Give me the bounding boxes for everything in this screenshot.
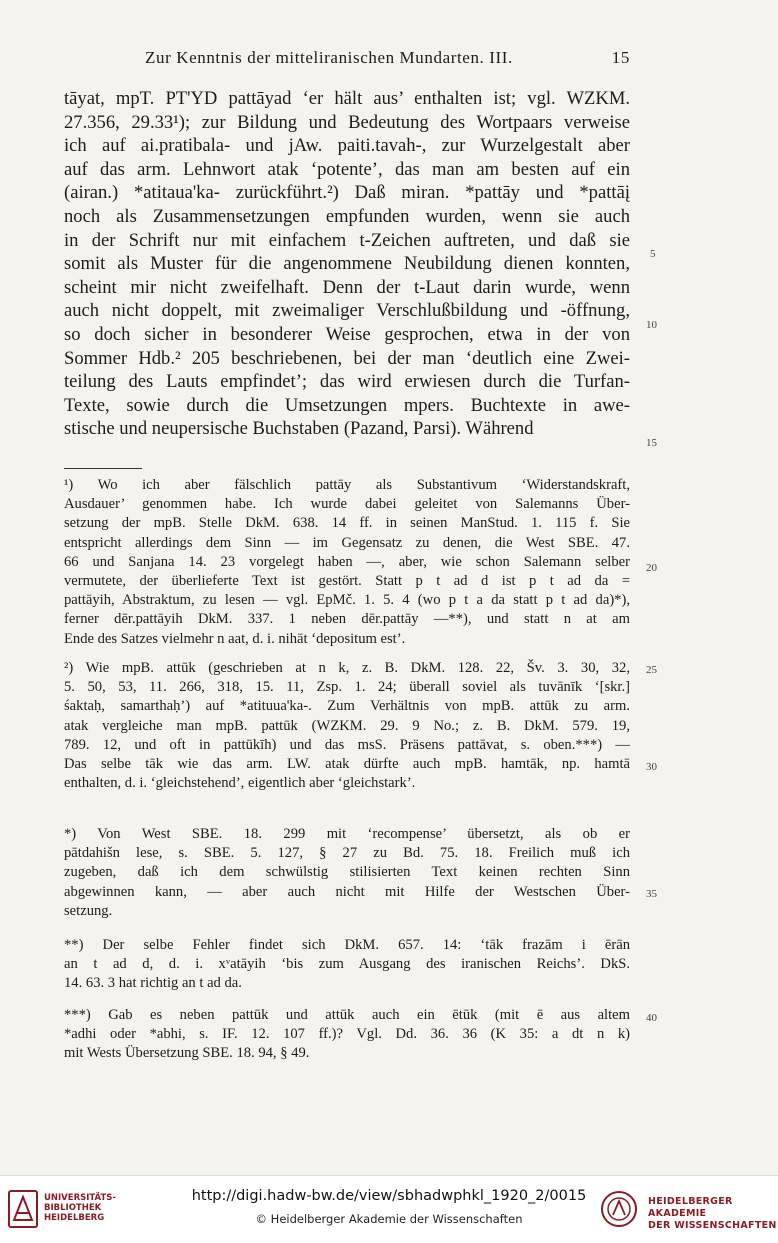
line-number: 20 — [646, 562, 657, 574]
line-number: 15 — [646, 437, 657, 449]
note-star-3 — [64, 1006, 630, 1064]
line-number: 10 — [646, 319, 657, 331]
footnote-line: **) Der selbe Fehler findet sich DkM. 657. 14: ʻtāk frazām i ērān — [64, 937, 630, 953]
page-number: 15 — [611, 48, 630, 67]
footnote-line: pātdahišn lese, s. SBE. 5. 127, § 27 zu Bd. 75. 18. Freilich muß ich — [64, 845, 630, 862]
footnote-2 — [64, 659, 630, 793]
line-number: 35 — [646, 888, 657, 900]
text-line: scheint mir nicht zweifelhaft. Denn der t-Laut darin wurde, wenn — [64, 276, 630, 298]
text-line: (airan.) *atitaua'ka- zurückführt.²) Daß miran. *pattāy und *pattāį — [64, 182, 630, 204]
viewer-footer — [0, 1175, 778, 1243]
footnote-line: *adhi oder *abhi, s. IF. 12. 107 ff.)? Vgl. Dd. 36. 36 (K 35: a dt n k) — [64, 1026, 630, 1043]
footnote-line: 5. 50, 53, 11. 266, 318, 15. 11, Zsp. 1. 24; überall soviel als tuvānīk ʻ[skr.] — [64, 679, 630, 696]
footnote-line: Ende des Satzes vielmehr n aat, d. i. nihāt ʻdepositum est’. — [64, 630, 406, 647]
footnote-rule — [64, 468, 142, 469]
permalink-url[interactable]: http://digi.hadw-bw.de/view/sbhadwphkl_1920_2/0015 — [191, 1188, 587, 1204]
text-line: in der Schrift nur mit einfachem t-Zeichen auftreten, und daß sie — [64, 229, 630, 251]
footnote-line: ferner dēr.pattāyih DkM. 337. 1 neben dēr.pattāy —**), und statt n at am — [64, 611, 630, 628]
footnote-line: entspricht allerdings dem Sinn — im Gegensatz zu denen, die West SBE. 47. — [64, 534, 630, 551]
text-line: teilung des Lauts empfindet’; das wird erwiesen durch die Turfan- — [64, 371, 630, 393]
footnote-line: mit Wests Übersetzung SBE. 18. 94, § 49. — [64, 1045, 310, 1062]
line-number: 30 — [646, 761, 657, 773]
footnote-line: ***) Gab es neben pattūk und attūk auch ein ētūk (mit ē aus altem — [64, 1007, 630, 1023]
text-line: auch nicht doppelt, mit zweimaliger Verschlußbildung und -öffnung, — [64, 300, 630, 322]
copyright-notice: © Heidelberger Akademie der Wissenschaften — [255, 1212, 523, 1226]
footnote-line: Ausdauer’ genommen habe. Ich wurde dabei geleitet von Salemanns Über- — [64, 496, 630, 513]
line-number: 25 — [646, 664, 657, 676]
footnote-1 — [64, 476, 630, 649]
footnote-line: setzung. — [64, 902, 113, 919]
text-line: noch als Zusammensetzungen empfunden wurden, wenn sie auch — [64, 205, 630, 227]
academy-seal-icon — [600, 1190, 638, 1228]
footnote-line: enthalten, d. i. ʻgleichstehend’, eigentlich aber ʻgleichstark’. — [64, 775, 416, 792]
footnote-line: vermutete, der überlieferte Text ist gestört. Statt p t ad d ist p t ad da = — [64, 572, 630, 589]
academy-logo-text: HEIDELBERGER AKADEMIE DER WISSENSCHAFTEN — [648, 1196, 777, 1231]
footnote-line: setzung der mpB. Stelle DkM. 638. 14 ff. in seinen ManStud. 1. 115 f. Sie — [64, 515, 630, 532]
footnote-line: zugeben, daß ich dem schwülstig stilisierten Text keinen rechten Sinn — [64, 864, 630, 881]
footnote-line: 66 und Sanjana 14. 23 vorgelegt haben —, aber, wie schon Salemann selber — [64, 553, 630, 570]
note-star-1 — [64, 825, 630, 921]
footnote-line: 14. 63. 3 hat richtig an t ad da. — [64, 975, 242, 992]
text-line: Texte, sowie durch die Umsetzungen mpers. Buchtexte in awe- — [64, 394, 630, 416]
footnote-line: śaktaḥ, samarthaḥ’) auf *atituua'ka-. Zum Verhältnis von mpB. attūk zu arm. — [64, 698, 630, 715]
header-title: Zur Kenntnis der mitteliranischen Mundarten. III. — [145, 48, 513, 67]
line-number: 40 — [646, 1012, 657, 1024]
footnote-line: pattāyih, Abstraktum, zu lesen — vgl. EpMč. 1. 5. 4 (wo p t a da statt p t ad da)*), — [64, 592, 630, 609]
footnote-line: ¹) Wo ich aber fälschlich pattāy als Substantivum ʻWiderstandskraft, — [64, 477, 630, 493]
text-line: Sommer Hdb.² 205 beschriebenen, bei der man ʻdeutlich eine Zwei- — [64, 347, 630, 369]
footnote-line: an t ad d, d. i. xᵛatāyih ʻbis zum Ausgang des iranischen Reichs’. DkS. — [64, 956, 630, 973]
main-text — [64, 87, 630, 441]
note-star-2 — [64, 936, 630, 994]
text-line: so doch sicher in besonderer Weise gesprochen, etwa in der von — [64, 323, 630, 345]
footnote-line: abgewinnen kann, — aber auch nicht mit Hilfe der Westschen Über- — [64, 883, 630, 900]
running-header — [145, 48, 630, 68]
footnote-line: ²) Wie mpB. attūk (geschrieben at n k, z. B. DkM. 128. 22, Šv. 3. 30, 32, — [64, 660, 630, 676]
university-library-logo-text: UNIVERSITÄTS- BIBLIOTHEK HEIDELBERG — [44, 1193, 116, 1223]
footnote-line: atak vergleiche man mpB. pattūk (WZKM. 29. 9 No.; z. B. DkM. 579. 19, — [64, 717, 630, 734]
text-line: stische und neupersische Buchstaben (Pazand, Parsi). Während — [64, 418, 534, 440]
text-line: ich auf ai.pratibala- und jAw. paiti.tavah-, zur Wurzelgestalt aber — [64, 135, 630, 157]
line-number: 5 — [650, 248, 656, 260]
text-line: 27.356, 29.33¹); zur Bildung und Bedeutung des Wortpaars verweise — [64, 111, 630, 133]
footnote-line: *) Von West SBE. 18. 299 mit ʻrecompense’ übersetzt, als ob er — [64, 826, 630, 842]
footnote-line: Das selbe tāk wie das arm. LW. atak dürfte auch mpB. hamtāk, np. hamtā — [64, 755, 630, 772]
footnote-line: 789. 12, und oft in pattūkīh) und das msS. Präsens pattāvat, s. oben.***) — — [64, 736, 630, 753]
text-line: auf das arm. Lehnwort atak ʻpotente’, das man am besten auf ein — [64, 158, 630, 180]
text-line: somit als Muster für die angenommene Neubildung dienen konnten, — [64, 253, 630, 275]
text-line: tāyat, mpT. PT'YD pattāyad ʻer hält aus’ enthalten ist; vgl. WZKM. — [64, 88, 630, 109]
